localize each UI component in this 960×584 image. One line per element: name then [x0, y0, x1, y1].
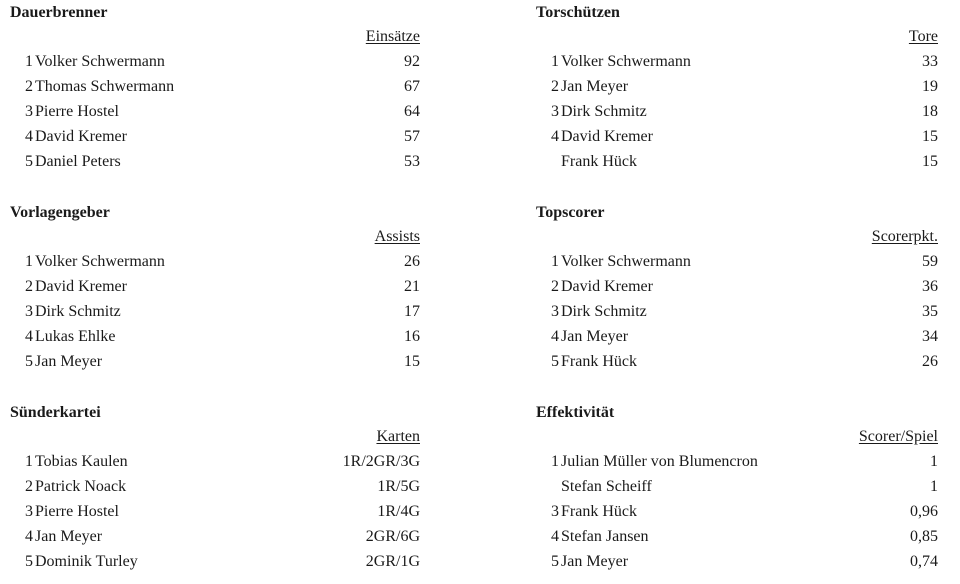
rank: 5 [25, 353, 33, 370]
list-item [10, 324, 420, 349]
column-header-row [10, 24, 420, 49]
stat-value: 1R/2GR/3G [342, 453, 420, 470]
rank: 2 [25, 278, 33, 295]
column-header: Tore [908, 28, 938, 45]
stat-value: 19 [922, 78, 938, 95]
rank: 3 [551, 103, 559, 120]
list-item [10, 99, 420, 124]
player-name: Dirk Schmitz [561, 303, 647, 320]
stat-value: 0,96 [910, 503, 938, 520]
rank: 1 [25, 453, 33, 470]
stat-value: 0,74 [910, 553, 938, 570]
rank: 5 [551, 353, 559, 370]
rank: 4 [25, 128, 33, 145]
player-name: Thomas Schwermann [35, 78, 175, 95]
column-header: Karten [376, 428, 420, 445]
player-name: Stefan Jansen [561, 528, 649, 545]
section-suenderkartei [10, 402, 420, 574]
list-item [10, 299, 420, 324]
section-title: Topscorer [536, 204, 605, 221]
section-title: Vorlagengeber [10, 204, 110, 221]
rank: 4 [25, 528, 33, 545]
stat-value: 34 [922, 328, 938, 345]
stat-value: 16 [404, 328, 420, 345]
player-name: Frank Hück [561, 153, 637, 170]
rank: 5 [25, 153, 33, 170]
stat-value: 64 [404, 103, 420, 120]
list-item [536, 299, 938, 324]
column-header-row [536, 424, 938, 449]
column-header: Assists [374, 228, 420, 245]
rank: 2 [25, 78, 33, 95]
list-item [10, 499, 420, 524]
list-item [536, 249, 938, 274]
player-name: David Kremer [561, 278, 653, 295]
stat-value: 36 [922, 278, 938, 295]
section-title: Torschützen [536, 4, 620, 21]
column-header: Einsätze [365, 28, 420, 45]
rank: 3 [25, 503, 33, 520]
stat-value: 1R/4G [377, 503, 420, 520]
rank: 4 [551, 528, 559, 545]
list-item [536, 474, 938, 499]
player-name: Patrick Noack [35, 478, 127, 495]
column-header-row [536, 24, 938, 49]
rank: 3 [25, 303, 33, 320]
list-item [10, 124, 420, 149]
player-name: Pierre Hostel [35, 103, 119, 120]
list-item [536, 524, 938, 549]
stat-value: 1 [930, 478, 938, 495]
stat-value: 2GR/6G [365, 528, 420, 545]
rank: 4 [551, 328, 559, 345]
player-name: Stefan Scheiff [561, 478, 652, 495]
stat-value: 53 [404, 153, 420, 170]
list-item [10, 524, 420, 549]
rank: 1 [25, 253, 33, 270]
player-name: David Kremer [35, 128, 127, 145]
column-header-row [10, 424, 420, 449]
stat-value: 26 [404, 253, 420, 270]
list-item [536, 49, 938, 74]
stat-value: 1 [930, 453, 938, 470]
player-name: Volker Schwermann [35, 53, 165, 70]
stat-value: 67 [404, 78, 420, 95]
player-name: Jan Meyer [561, 553, 629, 570]
stat-value: 2GR/1G [365, 553, 420, 570]
rank: 4 [25, 328, 33, 345]
rank: 1 [551, 53, 559, 70]
player-name: Lukas Ehlke [35, 328, 116, 345]
player-name: Volker Schwermann [561, 253, 691, 270]
stat-value: 0,85 [910, 528, 938, 545]
player-name: Frank Hück [561, 353, 637, 370]
stat-value: 33 [922, 53, 938, 70]
rank: 3 [25, 103, 33, 120]
rank: 1 [551, 253, 559, 270]
column-header: Scorer/Spiel [858, 428, 938, 445]
player-name: Jan Meyer [35, 353, 103, 370]
player-name: Jan Meyer [35, 528, 103, 545]
player-name: Tobias Kaulen [35, 453, 128, 470]
stat-value: 17 [404, 303, 420, 320]
list-item [536, 149, 938, 174]
rank: 2 [551, 278, 559, 295]
stat-value: 26 [922, 353, 938, 370]
rank: 2 [551, 78, 559, 95]
rank: 3 [551, 503, 559, 520]
column-header: Scorerpkt. [871, 228, 938, 245]
list-item [10, 274, 420, 299]
player-name: Volker Schwermann [35, 253, 165, 270]
stat-value: 15 [922, 153, 938, 170]
list-item [10, 349, 420, 374]
player-name: Dirk Schmitz [35, 303, 121, 320]
list-item [536, 74, 938, 99]
player-name: Julian Müller von Blumencron [561, 453, 758, 470]
column-header-row [10, 224, 420, 249]
player-name: Daniel Peters [35, 153, 121, 170]
stat-value: 15 [404, 353, 420, 370]
rank: 1 [25, 53, 33, 70]
section-vorlagengeber [10, 202, 420, 374]
list-item [10, 49, 420, 74]
rank: 3 [551, 303, 559, 320]
player-name: David Kremer [35, 278, 127, 295]
rank: 1 [551, 453, 559, 470]
stat-value: 21 [404, 278, 420, 295]
stat-value: 59 [922, 253, 938, 270]
section-title: Sünderkartei [10, 404, 101, 421]
section-effektivitaet [536, 402, 938, 574]
list-item [10, 549, 420, 574]
rank: 5 [551, 553, 559, 570]
stat-value: 92 [404, 53, 420, 70]
section-title: Effektivität [536, 404, 615, 421]
stat-value: 15 [922, 128, 938, 145]
section-torschuetzen [536, 2, 938, 174]
player-name: Dirk Schmitz [561, 103, 647, 120]
list-item [536, 99, 938, 124]
list-item [10, 149, 420, 174]
stat-value: 35 [922, 303, 938, 320]
section-title: Dauerbrenner [10, 4, 108, 21]
list-item [10, 474, 420, 499]
player-name: Frank Hück [561, 503, 637, 520]
list-item [10, 449, 420, 474]
player-name: Volker Schwermann [561, 53, 691, 70]
player-name: Jan Meyer [561, 78, 629, 95]
section-topscorer [536, 202, 938, 374]
player-name: David Kremer [561, 128, 653, 145]
list-item [10, 249, 420, 274]
list-item [536, 449, 938, 474]
list-item [536, 549, 938, 574]
stat-value: 57 [404, 128, 420, 145]
list-item [536, 349, 938, 374]
rank: 5 [25, 553, 33, 570]
list-item [536, 324, 938, 349]
player-name: Pierre Hostel [35, 503, 119, 520]
column-header-row [536, 224, 938, 249]
list-item [536, 274, 938, 299]
rank: 2 [25, 478, 33, 495]
player-name: Dominik Turley [35, 553, 138, 570]
list-item [536, 124, 938, 149]
stat-value: 1R/5G [377, 478, 420, 495]
stat-value: 18 [922, 103, 938, 120]
player-name: Jan Meyer [561, 328, 629, 345]
list-item [536, 499, 938, 524]
list-item [10, 74, 420, 99]
section-dauerbrenner [10, 2, 420, 174]
rank: 4 [551, 128, 559, 145]
